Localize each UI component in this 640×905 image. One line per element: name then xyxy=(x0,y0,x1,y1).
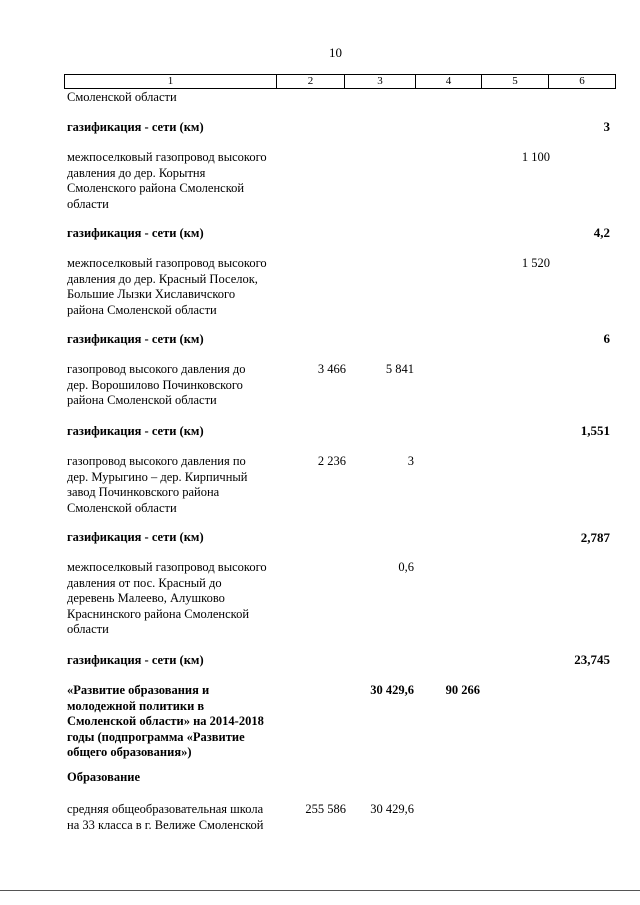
gasification-value: 2,787 xyxy=(580,530,610,545)
continuation-text: Смоленской области xyxy=(67,90,177,104)
header-col-6: 6 xyxy=(579,75,585,87)
cell-col3: 30 429,6 xyxy=(370,802,414,816)
header-col-2: 2 xyxy=(277,75,345,88)
object-description: межпоселковый газопровод высокого давления до дер. Красный Поселок, Большие Лызки Хиславичского района Смоленской области xyxy=(67,256,267,317)
gasification-value: 1,551 xyxy=(580,423,610,438)
gasification-value: 23,745 xyxy=(574,652,610,667)
cell-col3: 3 xyxy=(407,454,414,468)
program-title: «Развитие образования и молодежной политики в Смоленской области» на 2014-2018 годы (подпрограмма «Развитие общего образования») xyxy=(67,683,264,759)
object-description: газопровод высокого давления до дер. Ворошилово Починковского района Смоленской области xyxy=(67,362,246,407)
program-col3: 30 429,6 xyxy=(370,683,414,697)
gasification-value: 3 xyxy=(603,119,610,134)
header-col-4: 4 xyxy=(416,75,482,88)
gasification-label: газификация - сети (км) xyxy=(67,653,204,667)
cell-col3: 5 841 xyxy=(385,362,414,376)
gasification-label: газификация - сети (км) xyxy=(67,424,204,438)
gasification-label: газификация - сети (км) xyxy=(67,332,204,346)
object-description: межпоселковый газопровод высокого давления до дер. Корытня Смоленского района Смоленской области xyxy=(67,150,267,211)
table-header xyxy=(64,74,616,89)
cell-col3: 0,6 xyxy=(398,560,414,574)
cell-col2: 3 466 xyxy=(317,362,346,376)
cell-col5: 1 100 xyxy=(521,150,550,164)
cell-col5: 1 520 xyxy=(521,256,550,270)
cell-col2: 2 236 xyxy=(317,454,346,468)
page-number: 10 xyxy=(329,45,342,60)
gasification-label: газификация - сети (км) xyxy=(67,226,204,240)
page-bottom-rule xyxy=(0,890,640,891)
program-col4: 90 266 xyxy=(445,683,480,697)
object-description: газопровод высокого давления по дер. Мурыгино – дер. Кирпичный завод Починковского района Смоленской области xyxy=(67,454,248,515)
object-description: средняя общеобразовательная школа на 33 класса в г. Велиже Смоленской xyxy=(67,802,264,832)
section-title: Образование xyxy=(67,770,141,784)
gasification-label: газификация - сети (км) xyxy=(67,120,204,134)
gasification-label: газификация - сети (км) xyxy=(67,530,204,544)
header-col-5: 5 xyxy=(482,75,549,88)
gasification-value: 4,2 xyxy=(593,225,610,240)
header-col-1: 1 xyxy=(65,75,277,88)
cell-col2: 255 586 xyxy=(305,802,346,816)
gasification-value: 6 xyxy=(603,331,610,346)
object-description: межпоселковый газопровод высокого давления от пос. Красный до деревень Малеево, Алушково Краснинского района Смоленской области xyxy=(67,560,267,636)
header-col-3: 3 xyxy=(345,75,416,88)
